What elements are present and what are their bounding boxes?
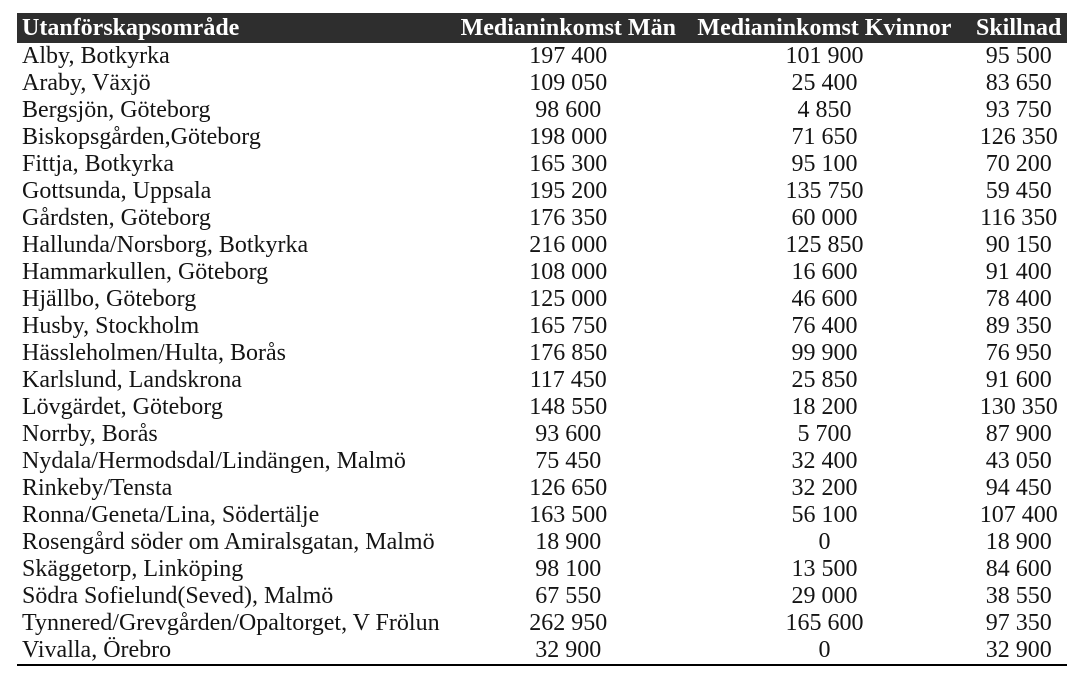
difference-cell: 107 400 [979,502,1058,528]
table-row [17,97,1067,124]
women-income-cell: 4 850 [797,97,852,123]
men-income-cell: 75 450 [535,448,602,474]
area-cell: Husby, Stockholm [22,313,200,339]
column-header-median-income-women: Medianinkomst Kvinnor [679,13,971,43]
men-income-cell: 216 000 [529,232,608,258]
table-row [17,313,1067,340]
women-income-cell: 71 650 [791,124,858,150]
women-income-cell: 125 850 [785,232,864,258]
women-income-cell: 13 500 [791,556,858,582]
men-income-cell: 98 600 [535,97,602,123]
table-body [17,43,1067,665]
men-income-cell: 32 900 [535,637,602,663]
table-row [17,70,1067,97]
column-header-area: Utanförskapsområde [17,13,458,43]
area-cell: Hässleholmen/Hulta, Borås [22,340,286,366]
women-income-cell: 25 400 [791,70,858,96]
men-income-cell: 176 850 [529,340,608,366]
men-income-cell: 67 550 [535,583,602,609]
men-income-cell: 195 200 [529,178,608,204]
difference-cell: 38 550 [985,583,1052,609]
area-cell: Nydala/Hermodsdal/Lindängen, Malmö [22,448,406,474]
table-row [17,529,1067,556]
area-cell: Hjällbo, Göteborg [22,286,197,312]
area-cell: Karlslund, Landskrona [22,367,242,393]
table-row [17,232,1067,259]
area-cell: Alby, Botkyrka [22,43,170,69]
men-income-cell: 165 750 [529,313,608,339]
area-cell: Vivalla, Örebro [22,637,172,663]
men-income-cell: 262 950 [529,610,608,636]
area-cell: Tynnered/Grevgården/Opaltorget, V Frölun [22,610,440,636]
area-cell: Hammarkullen, Göteborg [22,259,269,285]
column-header-median-income-men: Medianinkomst Män [458,13,679,43]
men-income-cell: 126 650 [529,475,608,501]
area-cell: Rinkeby/Tensta [22,475,173,501]
difference-cell: 97 350 [985,610,1052,636]
area-cell: Araby, Växjö [22,70,151,96]
table-row [17,178,1067,205]
table-row [17,205,1067,232]
table-row [17,421,1067,448]
men-income-cell: 165 300 [529,151,608,177]
difference-cell: 91 600 [985,367,1052,393]
difference-cell: 116 350 [980,205,1058,231]
men-income-cell: 98 100 [535,556,602,582]
women-income-cell: 0 [818,637,831,663]
difference-cell: 18 900 [985,529,1052,555]
women-income-cell: 165 600 [785,610,864,636]
women-income-cell: 0 [818,529,831,555]
men-income-cell: 93 600 [535,421,602,447]
table-header [17,13,1067,43]
table-row [17,610,1067,637]
difference-cell: 70 200 [985,151,1052,177]
table-row [17,124,1067,151]
difference-cell: 76 950 [985,340,1052,366]
area-cell: Rosengård söder om Amiralsgatan, Malmö [22,529,435,555]
women-income-cell: 76 400 [791,313,858,339]
area-cell: Norrby, Borås [22,421,158,447]
table-row [17,475,1067,502]
table-row [17,556,1067,583]
table-row [17,394,1067,421]
women-income-cell: 46 600 [791,286,858,312]
difference-cell: 43 050 [985,448,1052,474]
difference-cell: 95 500 [985,43,1052,69]
women-income-cell: 56 100 [791,502,858,528]
table-row [17,259,1067,286]
women-income-cell: 16 600 [791,259,858,285]
table-row [17,340,1067,367]
women-income-cell: 32 400 [791,448,858,474]
men-income-cell: 125 000 [529,286,608,312]
income-table [17,13,1067,666]
difference-cell: 94 450 [985,475,1052,501]
difference-cell: 90 150 [985,232,1052,258]
table-row [17,502,1067,529]
area-cell: Södra Sofielund(Seved), Malmö [22,583,334,609]
difference-cell: 89 350 [985,313,1052,339]
men-income-cell: 176 350 [529,205,608,231]
men-income-cell: 198 000 [529,124,608,150]
women-income-cell: 5 700 [797,421,852,447]
women-income-cell: 135 750 [785,178,864,204]
men-income-cell: 18 900 [535,529,602,555]
area-cell: Biskopsgården,Göteborg [22,124,261,150]
women-income-cell: 101 900 [785,43,864,69]
women-income-cell: 60 000 [791,205,858,231]
men-income-cell: 109 050 [529,70,608,96]
difference-cell: 130 350 [979,394,1058,420]
difference-cell: 78 400 [985,286,1052,312]
men-income-cell: 108 000 [529,259,608,285]
men-income-cell: 148 550 [529,394,608,420]
difference-cell: 32 900 [985,637,1052,663]
table-row [17,448,1067,475]
table-row [17,43,1067,70]
women-income-cell: 25 850 [791,367,858,393]
table-row [17,151,1067,178]
area-cell: Bergsjön, Göteborg [22,97,211,123]
difference-cell: 83 650 [985,70,1052,96]
men-income-cell: 197 400 [529,43,608,69]
difference-cell: 87 900 [985,421,1052,447]
area-cell: Fittja, Botkyrka [22,151,174,177]
difference-cell: 93 750 [985,97,1052,123]
document-page [17,13,1067,666]
table-row [17,583,1067,610]
area-cell: Gottsunda, Uppsala [22,178,212,204]
women-income-cell: 29 000 [791,583,858,609]
table-row [17,637,1067,665]
women-income-cell: 32 200 [791,475,858,501]
area-cell: Gårdsten, Göteborg [22,205,211,231]
women-income-cell: 99 900 [791,340,858,366]
area-cell: Lövgärdet, Göteborg [22,394,223,420]
table-row [17,367,1067,394]
difference-cell: 59 450 [985,178,1052,204]
area-cell: Skäggetorp, Linköping [22,556,244,582]
column-header-difference: Skillnad [970,13,1067,43]
men-income-cell: 117 450 [529,367,607,393]
area-cell: Ronna/Geneta/Lina, Södertälje [22,502,320,528]
table-row [17,286,1067,313]
area-cell: Hallunda/Norsborg, Botkyrka [22,232,309,258]
difference-cell: 126 350 [979,124,1058,150]
women-income-cell: 95 100 [791,151,858,177]
women-income-cell: 18 200 [791,394,858,420]
men-income-cell: 163 500 [529,502,608,528]
difference-cell: 84 600 [985,556,1052,582]
header-row [17,13,1067,43]
difference-cell: 91 400 [985,259,1052,285]
